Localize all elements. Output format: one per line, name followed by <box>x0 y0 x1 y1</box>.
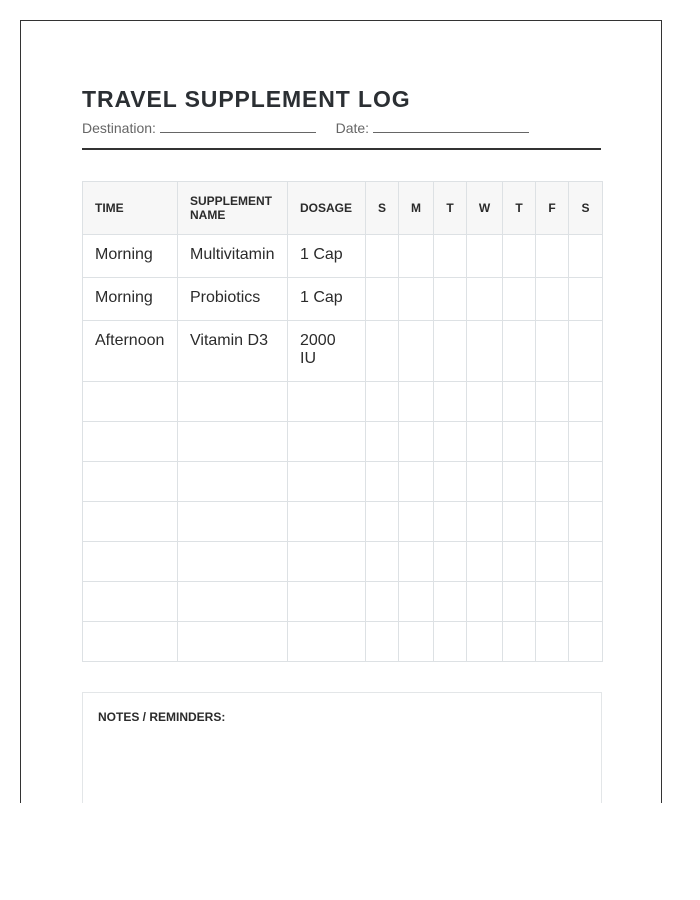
entry-cell[interactable] <box>83 382 178 422</box>
column-header-monday: M <box>399 182 434 235</box>
empty-table-row <box>83 422 603 462</box>
day-check-cell[interactable] <box>467 582 503 622</box>
log-sheet <box>20 20 662 803</box>
day-check-cell[interactable] <box>569 321 603 382</box>
table-row <box>83 278 603 321</box>
day-check-cell[interactable] <box>536 422 569 462</box>
day-check-cell[interactable] <box>536 462 569 502</box>
day-check-cell[interactable] <box>366 542 399 582</box>
dosage-cell[interactable]: 2000 IU <box>288 321 366 382</box>
column-header-supplement-name: SUPPLEMENT NAME <box>178 182 288 235</box>
day-check-cell[interactable] <box>536 321 569 382</box>
day-check-cell[interactable] <box>434 542 467 582</box>
day-check-cell[interactable] <box>399 422 434 462</box>
day-check-cell[interactable] <box>503 278 536 321</box>
day-check-cell[interactable] <box>399 542 434 582</box>
day-check-cell[interactable] <box>569 502 603 542</box>
entry-cell[interactable] <box>178 422 288 462</box>
day-check-cell[interactable] <box>434 422 467 462</box>
column-header-friday: F <box>536 182 569 235</box>
entry-cell[interactable] <box>288 622 366 662</box>
entry-cell[interactable] <box>288 462 366 502</box>
supplement-name-cell[interactable]: Vitamin D3 <box>178 321 288 382</box>
entry-cell[interactable] <box>288 382 366 422</box>
day-check-cell[interactable] <box>467 622 503 662</box>
day-check-cell[interactable] <box>467 278 503 321</box>
day-check-cell[interactable] <box>569 582 603 622</box>
empty-table-row <box>83 582 603 622</box>
column-header-wednesday: W <box>467 182 503 235</box>
day-check-cell[interactable] <box>366 382 399 422</box>
table-row <box>83 321 603 382</box>
notes-box[interactable] <box>82 692 602 803</box>
day-check-cell[interactable] <box>536 502 569 542</box>
time-cell[interactable]: Afternoon <box>83 321 178 382</box>
column-header-sunday: S <box>366 182 399 235</box>
entry-cell[interactable] <box>178 462 288 502</box>
day-check-cell[interactable] <box>536 622 569 662</box>
day-check-cell[interactable] <box>569 235 603 278</box>
day-check-cell[interactable] <box>399 462 434 502</box>
day-check-cell[interactable] <box>536 235 569 278</box>
day-check-cell[interactable] <box>503 622 536 662</box>
empty-table-row <box>83 462 603 502</box>
column-header-tuesday: T <box>434 182 467 235</box>
entry-cell[interactable] <box>288 502 366 542</box>
entry-cell[interactable] <box>83 422 178 462</box>
entry-cell[interactable] <box>288 542 366 582</box>
day-check-cell[interactable] <box>569 462 603 502</box>
entry-cell[interactable] <box>83 622 178 662</box>
time-cell[interactable]: Morning <box>83 278 178 321</box>
day-check-cell[interactable] <box>434 622 467 662</box>
day-check-cell[interactable] <box>366 278 399 321</box>
day-check-cell[interactable] <box>467 542 503 582</box>
day-check-cell[interactable] <box>503 235 536 278</box>
day-check-cell[interactable] <box>399 582 434 622</box>
column-header-saturday: S <box>569 182 603 235</box>
meta-line <box>82 120 529 136</box>
day-check-cell[interactable] <box>503 582 536 622</box>
day-check-cell[interactable] <box>366 502 399 542</box>
day-check-cell[interactable] <box>503 321 536 382</box>
day-check-cell[interactable] <box>399 622 434 662</box>
day-check-cell[interactable] <box>434 502 467 542</box>
day-check-cell[interactable] <box>536 278 569 321</box>
day-check-cell[interactable] <box>399 382 434 422</box>
supplement-name-cell[interactable]: Probiotics <box>178 278 288 321</box>
entry-cell[interactable] <box>178 502 288 542</box>
day-check-cell[interactable] <box>467 422 503 462</box>
day-check-cell[interactable] <box>399 321 434 382</box>
entry-cell[interactable] <box>288 422 366 462</box>
empty-table-row <box>83 622 603 662</box>
day-check-cell[interactable] <box>467 382 503 422</box>
time-cell[interactable]: Morning <box>83 235 178 278</box>
empty-table-row <box>83 382 603 422</box>
day-check-cell[interactable] <box>366 321 399 382</box>
entry-cell[interactable] <box>178 622 288 662</box>
entry-cell[interactable] <box>83 542 178 582</box>
entry-cell[interactable] <box>178 582 288 622</box>
day-check-cell[interactable] <box>467 502 503 542</box>
destination-field[interactable] <box>160 120 316 133</box>
day-check-cell[interactable] <box>467 235 503 278</box>
entry-cell[interactable] <box>288 582 366 622</box>
day-check-cell[interactable] <box>503 382 536 422</box>
table-header-row <box>83 182 603 235</box>
day-check-cell[interactable] <box>536 382 569 422</box>
day-check-cell[interactable] <box>434 382 467 422</box>
day-check-cell[interactable] <box>536 582 569 622</box>
day-check-cell[interactable] <box>569 542 603 582</box>
day-check-cell[interactable] <box>569 622 603 662</box>
day-check-cell[interactable] <box>569 422 603 462</box>
day-check-cell[interactable] <box>434 278 467 321</box>
page-title: TRAVEL SUPPLEMENT LOG <box>82 86 411 112</box>
destination-label: Destination: <box>82 120 156 136</box>
day-check-cell[interactable] <box>503 502 536 542</box>
day-check-cell[interactable] <box>434 321 467 382</box>
day-check-cell[interactable] <box>366 235 399 278</box>
entry-cell[interactable] <box>178 542 288 582</box>
date-field[interactable] <box>373 120 529 133</box>
supplement-name-cell[interactable]: Multivitamin <box>178 235 288 278</box>
table-row <box>83 235 603 278</box>
day-check-cell[interactable] <box>434 462 467 502</box>
day-check-cell[interactable] <box>503 462 536 502</box>
entry-cell[interactable] <box>178 382 288 422</box>
notes-label: NOTES / REMINDERS: <box>98 710 226 724</box>
header-divider <box>82 148 601 150</box>
day-check-cell[interactable] <box>536 542 569 582</box>
entry-cell[interactable] <box>83 502 178 542</box>
entry-cell[interactable] <box>83 462 178 502</box>
day-check-cell[interactable] <box>366 622 399 662</box>
empty-table-row <box>83 542 603 582</box>
date-label: Date: <box>335 120 370 136</box>
day-check-cell[interactable] <box>503 542 536 582</box>
day-check-cell[interactable] <box>467 321 503 382</box>
empty-rows <box>83 382 603 662</box>
day-check-cell[interactable] <box>434 582 467 622</box>
day-check-cell[interactable] <box>399 235 434 278</box>
day-check-cell[interactable] <box>569 278 603 321</box>
dosage-cell[interactable]: 1 Cap <box>288 235 366 278</box>
day-check-cell[interactable] <box>434 235 467 278</box>
day-check-cell[interactable] <box>399 278 434 321</box>
column-header-time: TIME <box>83 182 178 235</box>
day-check-cell[interactable] <box>366 422 399 462</box>
empty-table-row <box>83 502 603 542</box>
column-header-dosage: DOSAGE <box>288 182 366 235</box>
day-check-cell[interactable] <box>569 382 603 422</box>
day-check-cell[interactable] <box>467 462 503 502</box>
supplement-table <box>82 181 603 662</box>
column-header-thursday: T <box>503 182 536 235</box>
day-check-cell[interactable] <box>366 462 399 502</box>
dosage-cell[interactable]: 1 Cap <box>288 278 366 321</box>
day-check-cell[interactable] <box>399 502 434 542</box>
day-check-cell[interactable] <box>503 422 536 462</box>
entry-cell[interactable] <box>83 582 178 622</box>
day-check-cell[interactable] <box>366 582 399 622</box>
